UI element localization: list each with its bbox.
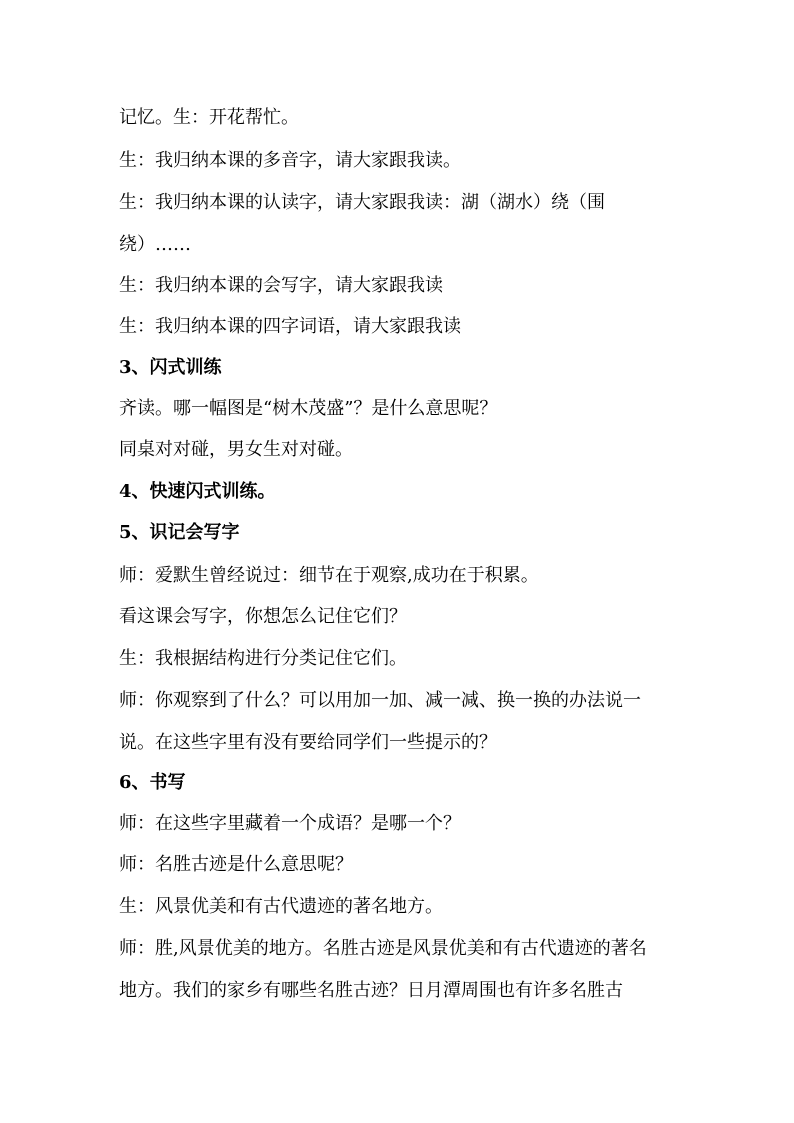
text-line: 看这课会写字，你想怎么记住它们？ bbox=[119, 606, 407, 627]
text-line: 生：我归纳本课的会写字，请大家跟我读 bbox=[119, 275, 443, 296]
text-line: 地方。我们的家乡有哪些名胜古迹？日月潭周围也有许多名胜古 bbox=[119, 980, 623, 1001]
section-heading: 3、闪式训练 bbox=[119, 357, 222, 378]
text-line: 师：你观察到了什么？可以用加一加、减一减、换一换的办法说一 bbox=[119, 690, 641, 711]
section-heading: 4、快速闪式训练。 bbox=[119, 481, 276, 502]
text-line: 师：名胜古迹是什么意思呢？ bbox=[119, 854, 353, 875]
text-line: 生：我归纳本课的多音字，请大家跟我读。 bbox=[119, 150, 461, 171]
text-line: 生：我根据结构进行分类记住它们。 bbox=[119, 648, 407, 669]
section-heading: 6、书写 bbox=[119, 772, 186, 793]
text-line: 同桌对对碰，男女生对对碰。 bbox=[119, 439, 353, 460]
text-line: 生：我归纳本课的认读字，请大家跟我读：湖（湖水）绕（围 bbox=[119, 192, 605, 213]
text-line: 生：风景优美和有古代遗迹的著名地方。 bbox=[119, 896, 443, 917]
text-line: 师：爱默生曾经说过：细节在于观察,成功在于积累。 bbox=[119, 565, 539, 586]
text-line: 师：在这些字里藏着一个成语？是哪一个？ bbox=[119, 813, 461, 834]
text-line: 说。在这些字里有没有要给同学们一些提示的？ bbox=[119, 732, 497, 753]
text-line: 师：胜,风景优美的地方。名胜古迹是风景优美和有古代遗迹的著名 bbox=[119, 938, 647, 959]
text-line: 记忆。生：开花帮忙。 bbox=[119, 107, 299, 128]
text-line: 绕）…… bbox=[119, 234, 191, 255]
text-line: 生：我归纳本课的四字词语，请大家跟我读 bbox=[119, 316, 461, 337]
section-heading: 5、识记会写字 bbox=[119, 522, 240, 543]
text-line: 齐读。哪一幅图是“树木茂盛”？是什么意思呢？ bbox=[119, 398, 498, 419]
